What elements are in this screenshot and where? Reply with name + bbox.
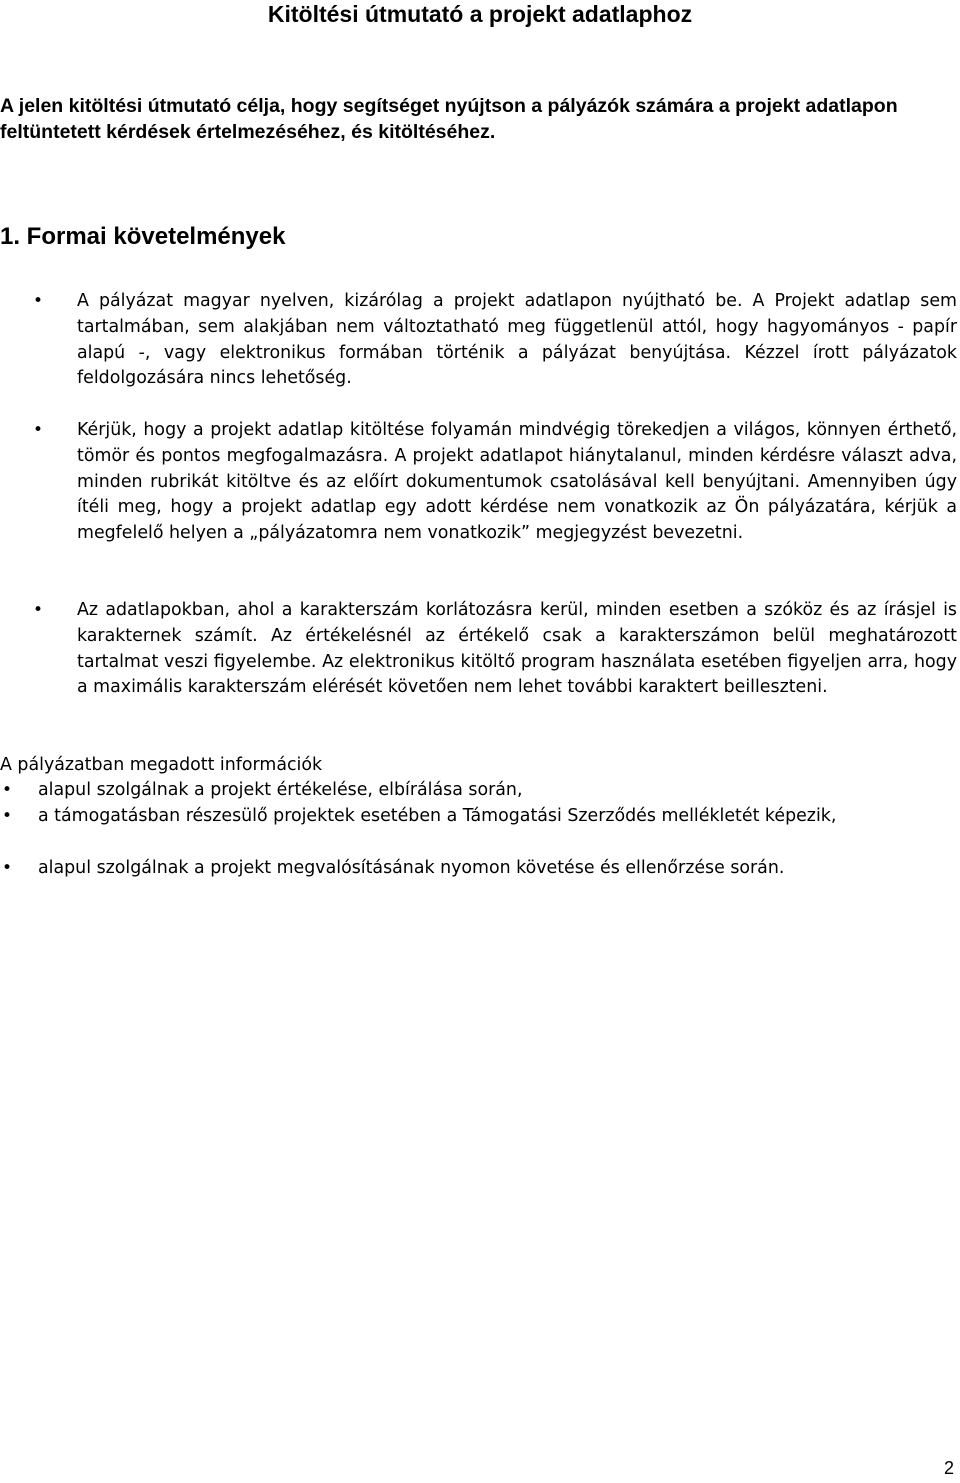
info-label: A pályázatban megadott információk bbox=[0, 755, 323, 775]
bullet-text: Az adatlapokban, ahol a karakterszám korlátozásra kerül, minden esetben a szóköz és az írásjel is karakternek számít. Az értékelésnél az értékelő csak a karakterszámon belül meghatározott tartalmat veszi figyelembe. Az elektronikus kitöltő program használata esetében figyeljen arra, hogy a maximális karakterszám elérését követően nem lehet további karaktert beilleszteni. bbox=[77, 600, 957, 698]
bullet-text: Kérjük, hogy a projekt adatlap kitöltése folyamán mindvégig törekedjen a világos, könnyen érthető, tömör és pontos megfogalmazásra. A projekt adatlapot hiánytalanul, minden kérdésre választ adva, minden rubrikát kitöltve és az előírt dokumentumok csatolásával kell benyújtani. Amennyiben úgy ítéli meg, hogy a projekt adatlap egy adott kérdése nem vonatkozik az Ön pályázatára, kérjük a megfelelő helyen a „pályázatomra nem vonatkozik” megjegyzést bevezetni. bbox=[77, 420, 957, 544]
list-item bbox=[0, 778, 958, 804]
list-item bbox=[33, 289, 957, 392]
bullet-icon: • bbox=[2, 806, 13, 826]
intro-paragraph: A jelen kitöltési útmutató célja, hogy segítséget nyújtson a pályázók számára a projekt adatlapon feltüntetett kérdések értelmezéséhez, és kitöltéséhez. bbox=[0, 95, 898, 143]
list-item bbox=[0, 856, 958, 882]
page-number: 2 bbox=[943, 1458, 954, 1478]
list-item bbox=[33, 418, 957, 547]
bullet-text: A pályázat magyar nyelven, kizárólag a projekt adatlapon nyújtható be. A Projekt adatlap sem tartalmában, sem alakjában nem változtatható meg függetlenül attól, hogy hagyományos - papír alapú -, vagy elektronikus formában történik a pályázat benyújtása. Kézzel írott pályázatok feldolgozására nincs lehetőség. bbox=[77, 291, 957, 389]
bullet-icon: • bbox=[2, 858, 13, 878]
list-item bbox=[0, 804, 958, 830]
bullet-icon: • bbox=[33, 600, 44, 620]
document-title: Kitöltési útmutató a projekt adatlaphoz bbox=[267, 1, 693, 27]
bullet-icon: • bbox=[33, 291, 44, 311]
bullet-icon: • bbox=[2, 780, 13, 800]
bullet-icon: • bbox=[33, 420, 44, 440]
section-heading: 1. Formai követelmények bbox=[0, 223, 286, 250]
info-item-text: alapul szolgálnak a projekt megvalósításának nyomon követése és ellenőrzése során. bbox=[38, 858, 785, 878]
info-item-text: alapul szolgálnak a projekt értékelése, elbírálása során, bbox=[38, 780, 523, 800]
info-item-text: a támogatásban részesülő projektek esetében a Támogatási Szerződés mellékletét képezik, bbox=[38, 806, 837, 826]
list-item bbox=[33, 598, 957, 701]
